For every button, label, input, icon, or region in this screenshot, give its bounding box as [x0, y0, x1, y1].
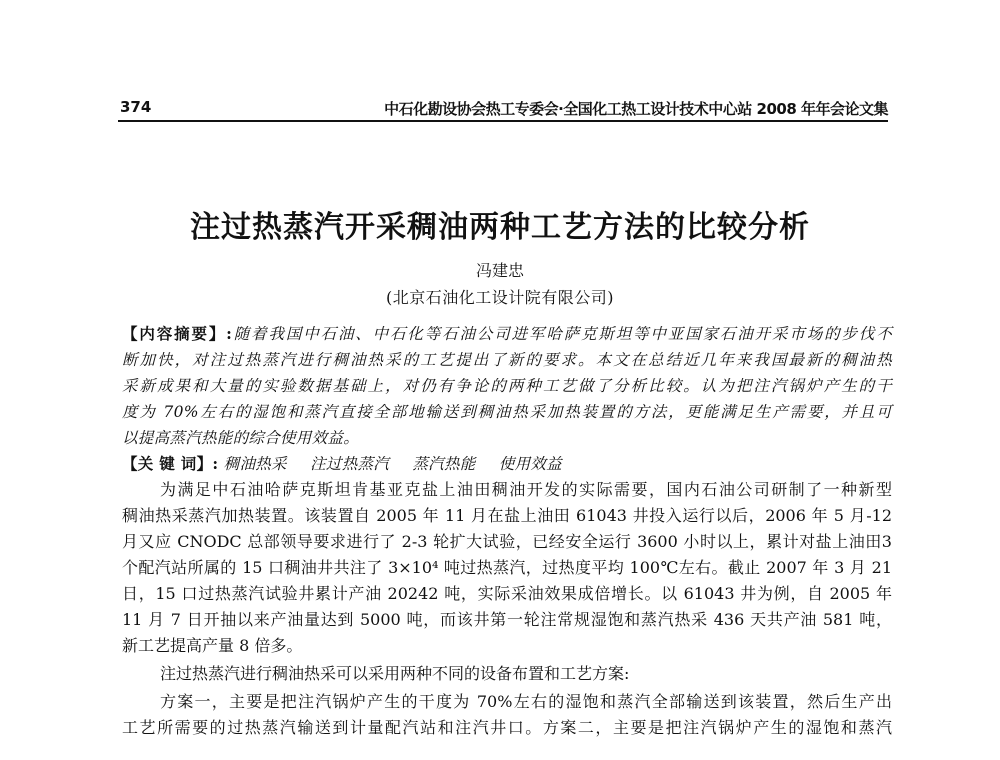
author-name: 冯建忠: [475, 261, 524, 280]
keyword: 蒸汽热能: [412, 455, 476, 473]
abstract-text: 随着我国中石油、中石化等石油公司进军哈萨克斯坦等中亚国家石油开采市场的步伐不: [232, 325, 892, 343]
running-header: [118, 98, 888, 122]
abstract-line: [122, 322, 892, 346]
body-line: 稠油热采蒸汽加热装置。该装置自 2005 年 11 月在盐上油田 61043 井投入运行以后，2006 年 5 月-12: [122, 506, 892, 525]
author-affiliation: (北京石油化工设计院有限公司): [386, 288, 614, 307]
keyword: 使用效益: [498, 455, 562, 473]
abstract-label: 【内容摘要】:: [122, 324, 233, 343]
body-line: 为满足中石油哈萨克斯坦肯基亚克盐上油田稠油开发的实际需要，国内石油公司研制了一种新型: [160, 480, 892, 499]
body-line: 方案一，主要是把注汽锅炉产生的干度为 70%左右的湿饱和蒸汽全部输送到该装置，然后生产出: [160, 692, 892, 711]
page-number: 374: [120, 98, 152, 116]
keywords-line: [122, 452, 892, 476]
body-line: 新工艺提高产量 8 倍多。: [122, 636, 303, 655]
proceedings-title: 中石化勘设协会热工专委会·全国化工热工设计技术中心站 2008 年年会论文集: [384, 100, 888, 118]
abstract-line: 度为 70%左右的湿饱和蒸汽直接全部地输送到稠油热采加热装置的方法，更能满足生产需要，并且可: [122, 403, 892, 421]
abstract-line: 以提高蒸汽热能的综合使用效益。: [122, 429, 360, 447]
keyword: 注过热蒸汽: [310, 455, 390, 473]
body-line: 月又应 CNODC 总部领导要求进行了 2-3 轮扩大试验，已经安全运行 3600 小时以上，累计对盐上油田3: [122, 532, 892, 551]
body-line: 工艺所需要的过热蒸汽输送到计量配汽站和注汽井口。方案二，主要是把注汽锅炉产生的湿饱和蒸汽: [122, 718, 892, 737]
paper-title: 注过热蒸汽开采稠油两种工艺方法的比较分析: [190, 210, 810, 245]
keywords-label: 【关 键 词】:: [122, 454, 219, 473]
keyword: 稠油热采: [223, 455, 287, 473]
body-line: 注过热蒸汽进行稠油热采可以采用两种不同的设备布置和工艺方案:: [160, 664, 630, 683]
abstract-line: 断加快，对注过热蒸汽进行稠油热采的工艺提出了新的要求。本文在总结近几年来我国最新的稠油热: [122, 351, 892, 369]
body-line: 个配汽站所属的 15 口稠油井共注了 3×10⁴ 吨过热蒸汽，过热度平均 100℃左右。截止 2007 年 3 月 21: [122, 558, 892, 577]
abstract-line: 采新成果和大量的实验数据基础上，对仍有争论的两种工艺做了分析比较。认为把注汽锅炉产生的干: [122, 377, 892, 395]
body-line: 11 月 7 日开抽以来产油量达到 5000 吨，而该井第一轮注常规湿饱和蒸汽热采 436 天共产油 581 吨，: [122, 610, 892, 629]
body-line: 日，15 口过热蒸汽试验井累计产油 20242 吨，实际采油效果成倍增长。以 61043 井为例，自 2005 年: [122, 584, 892, 603]
